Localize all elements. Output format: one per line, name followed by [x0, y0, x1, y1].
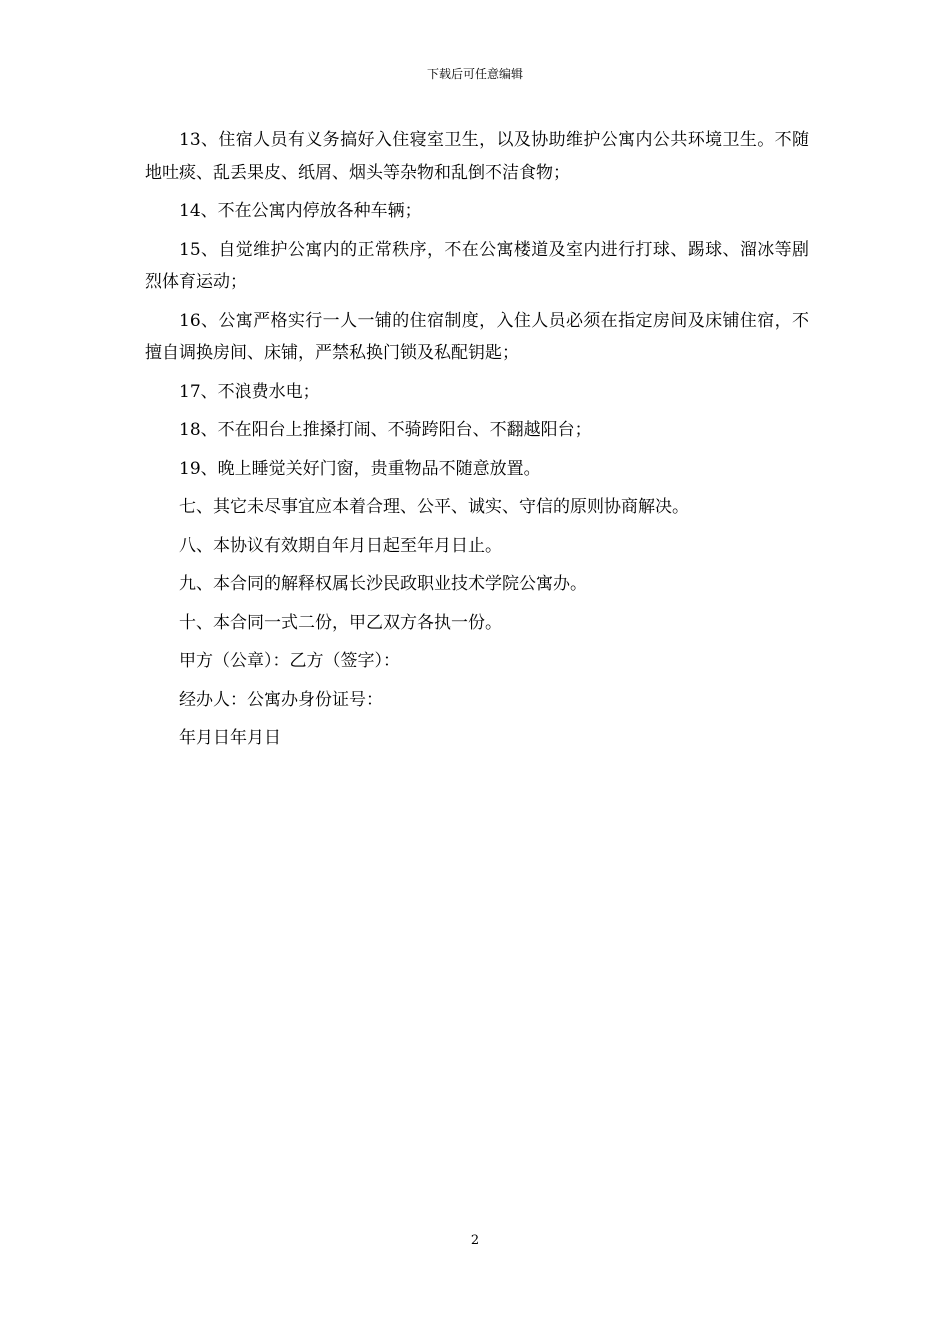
page-number: 2	[470, 1233, 480, 1248]
signature-dates: 年月日年月日	[179, 728, 281, 748]
article-10: 十、本合同一式二份，甲乙双方各执一份。	[179, 612, 502, 633]
header-note: 下载后可任意编辑	[426, 67, 523, 81]
signature-parties: 甲方（公章）：乙方（签字）：	[179, 651, 400, 671]
article-9: 九、本合同的解释权属长沙民政职业技术学院公寓办。	[179, 574, 587, 594]
clause-18: 18、不在阳台上推搡打闹、不骑跨阳台、不翻越阳台；	[179, 420, 592, 440]
clause-17: 17、不浪费水电；	[179, 381, 320, 402]
document-body	[145, 124, 809, 761]
article-8: 八、本协议有效期自年月日起至年月日止。	[179, 535, 502, 556]
clause-14: 14、不在公寓内停放各种车辆；	[179, 201, 422, 221]
clause-13: 13、住宿人员有义务搞好入住寝室卫生，以及协助维护公寓内公共环境卫生。不随地吐痰、乱丢果皮、纸屑、烟头等杂物和乱倒不洁食物；	[145, 130, 809, 183]
clause-16: 16、公寓严格实行一人一铺的住宿制度，入住人员必须在指定房间及床铺住宿，不擅自调换房间、床铺，严禁私换门锁及私配钥匙；	[145, 310, 809, 363]
signature-handler: 经办人：公寓办身份证号：	[179, 689, 383, 710]
article-7: 七、其它未尽事宜应本着合理、公平、诚实、守信的原则协商解决。	[179, 497, 689, 517]
clause-15: 15、自觉维护公寓内的正常秩序，不在公寓楼道及室内进行打球、踢球、溜冰等剧烈体育运动；	[145, 239, 809, 292]
clause-19: 19、晚上睡觉关好门窗，贵重物品不随意放置。	[179, 458, 541, 479]
